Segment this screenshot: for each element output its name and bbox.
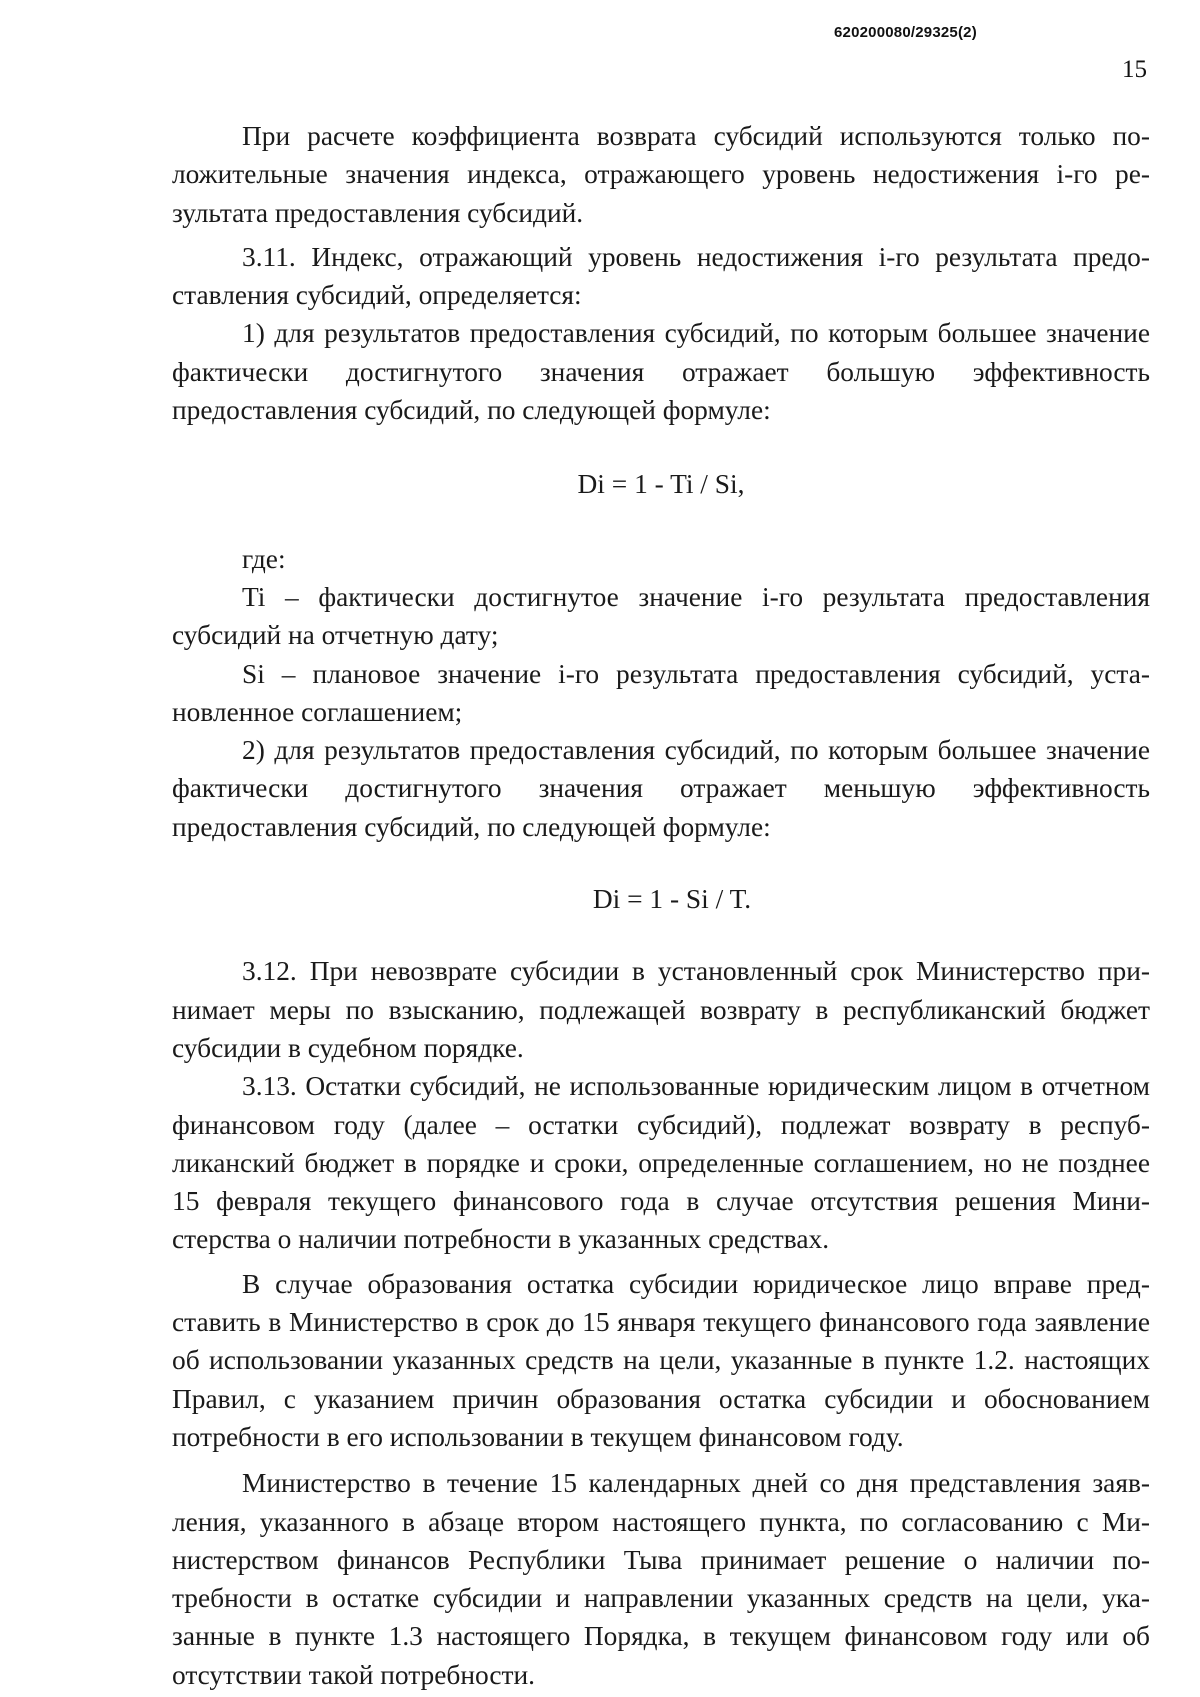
formula-di-ti-si: Di = 1 - Ti / Si, [577, 469, 745, 500]
paragraph-3-11: 3.11. Индекс, отражающий уровень недостижения i-го результата предоставления субсидий, определяется: [172, 241, 1150, 311]
paragraph-case-1: 1) для результатов предоставления субсидий, по которым большее значение фактически достигнутого значения отражает большую эффективность предоставления субсидий, по следующей формуле: [172, 318, 1150, 426]
formula-di-si-t: Di = 1 - Si / T. [592, 884, 752, 915]
paragraph-where: где: [242, 543, 286, 574]
paragraph-3-13: 3.13. Остатки субсидий, не использованные юридическим лицом в отчетном финансовом году (далее – остатки субсидий), подлежат возврату в республиканский бюджет в порядке и сроки, определенные соглашением, но не позднее 15 февраля текущего финансового года в случае отсутствия решения Министерства о наличии потребности в указанных средствах. [172, 1071, 1150, 1255]
paragraph-case-2: 2) для результатов предоставления субсидий, по которым большее значение фактически достигнутого значения отражает меньшую эффективность предоставления субсидий, по следующей формуле: [172, 735, 1150, 842]
document-code: 620200080/29325(2) [834, 24, 977, 41]
paragraph-3-12: 3.12. При невозврате субсидии в установленный срок Министерство принимает меры по взысканию, подлежащей возврату в республиканский бюджет субсидии в судебном порядке. [172, 956, 1150, 1063]
paragraph-positive-values: При расчете коэффициента возврата субсидий используются только положительные значения индекса, отражающего уровень недостижения i-го результата предоставления субсидий. [172, 121, 1150, 228]
paragraph-ministry-decision: Министерство в течение 15 календарных дней со дня представления заявления, указанного в абзаце втором настоящего пункта, по согласованию с Министерством финансов Республики Тыва принимает решение о наличии потребности в остатке субсидии и направлении указанных средств на цели, указанные в пункте 1.3 настоящего Порядка, в текущем финансовом году или об отсутствии такой потребности. [172, 1468, 1150, 1690]
paragraph-ti-definition: Ti – фактически достигнутое значение i-го результата предоставления субсидий на отчетную дату; [172, 581, 1150, 651]
page-number: 15 [1122, 56, 1147, 83]
document-body [172, 117, 1150, 1694]
paragraph-si-definition: Si – плановое значение i-го результата предоставления субсидий, установленное соглашением; [172, 658, 1150, 727]
paragraph-remainder-application: В случае образования остатка субсидии юридическое лицо вправе представить в Министерство в срок до 15 января текущего финансового года заявление об использовании указанных средств на цели, указанные в пункте 1.2. настоящих Правил, с указанием причин образования остатка субсидии и обоснованием потребности в его использовании в текущем финансовом году. [172, 1268, 1150, 1452]
